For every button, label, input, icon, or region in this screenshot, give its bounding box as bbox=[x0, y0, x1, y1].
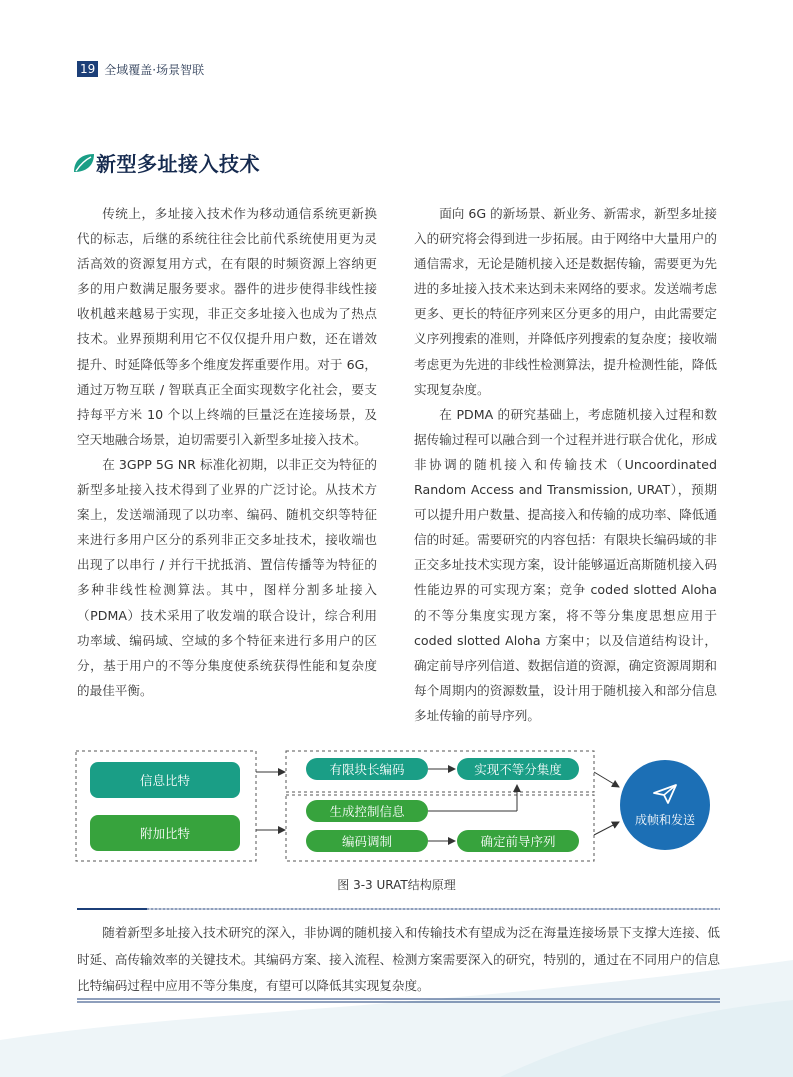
info-bits-box: 信息比特 bbox=[90, 762, 240, 798]
summary-paragraph bbox=[77, 920, 720, 1000]
summary-top-rule bbox=[77, 906, 720, 916]
control-info-box: 生成控制信息 bbox=[306, 800, 428, 822]
finite-block-coding-box: 有限块长编码 bbox=[306, 758, 428, 780]
unequal-diversity-box: 实现不等分集度 bbox=[457, 758, 579, 780]
right-column bbox=[414, 201, 717, 728]
paragraph: 在 3GPP 5G NR 标准化初期，以非正交为特征的新型多址接入技术得到了业界的广泛讨论。从技术方案上，发送端涌现了以功率、编码、随机交织等特征来进行多用户区分的系列非正交多址技术，接收端也出现了以串行 / 并行干扰抵消、置信传播等为特征的多种非线性检测算法。其中，图样分割多址接入（PDMA）技术采用了收发端的联合设计，综合利用功率域、编码域、空域的多个特征来进行多用户的区分，基于用户的不等分集度使系统获得性能和复杂度的最佳平衡。 bbox=[77, 456, 377, 698]
preamble-box: 确定前导序列 bbox=[457, 830, 579, 852]
extra-bits-box: 附加比特 bbox=[90, 815, 240, 851]
framing-send-circle bbox=[620, 760, 710, 850]
section-heading bbox=[72, 148, 260, 177]
send-icon bbox=[652, 783, 678, 805]
summary-bottom-rule bbox=[77, 998, 720, 1004]
page-number: 19 bbox=[77, 61, 98, 77]
leaf-icon bbox=[72, 152, 96, 174]
urat-diagram bbox=[75, 750, 725, 865]
header-title: 全域覆盖·场景智联 bbox=[104, 62, 205, 77]
paragraph: 在 PDMA 的研究基础上，考虑随机接入过程和数据传输过程可以融合到一个过程并进行联合优化，形成非协调的随机接入和传输技术（Uncoordinated Random Access and Transmission, URAT），预期可以提升用户数量、提高接入和传输的成功率、降低通信的时延。需要研究的内容包括：有限块长编码域的非正交多址技术实现方案，设计能够逼近高斯随机接入码性能边界的可实现方案；竞争 coded slotted Aloha 的不等分集度实现方案，将不等分集度思想应用于 coded slotted Aloha 方案中；以及信道结构设计，确定前导序列信道、数据信道的资源，确定资源周期和每个周期内的资源数量，设计用于随机接入和部分信息多址传输的前导序列。 bbox=[414, 406, 717, 723]
left-column bbox=[77, 201, 377, 703]
code-modulation-box: 编码调制 bbox=[306, 830, 428, 852]
paragraph: 传统上，多址接入技术作为移动通信系统更新换代的标志，后继的系统往往会比前代系统使用更为灵活高效的资源复用方式，在有限的时频资源上容纳更多的用户数满足服务要求。器件的进步使得非线性接收机越来越易于实现，非正交多址接入也成为了热点技术。业界预期利用它不仅仅提升用户数，还在谱效提升、时延降低等多个维度发挥重要作用。对于 6G，通过万物互联 / 智联真正全面实现数字化社会，要支持每平方米 10 个以上终端的巨量泛在连接场景，及空天地融合场景，迫切需要引入新型多址接入技术。 bbox=[77, 206, 377, 447]
paragraph: 面向 6G 的新场景、新业务、新需求，新型多址接入的研究将会得到进一步拓展。由于网络中大量用户的通信需求，无论是随机接入还是数据传输，需要更为先进的多址接入技术来达到未来网络的要求。发送端考虑更多、更长的特征序列来区分更多的用户，由此需要定义序列搜索的准则，并降低序列搜索的复杂度；接收端考虑更为先进的非线性检测算法，提升检测性能，降低实现复杂度。 bbox=[414, 206, 717, 397]
framing-send-label: 成帧和发送 bbox=[634, 812, 695, 827]
summary-text: 随着新型多址接入技术研究的深入，非协调的随机接入和传输技术有望成为泛在海量连接场景下支撑大连接、低时延、高传输效率的关键技术。其编码方案、接入流程、检测方案需要深入的研究，特别的，通过在不同用户的信息比特编码过程中应用不等分集度，有望可以降低其实现复杂度。 bbox=[77, 925, 720, 993]
page-header bbox=[77, 60, 204, 78]
figure-caption: 图 3-3 URAT结构原理 bbox=[337, 878, 456, 892]
section-title: 新型多址接入技术 bbox=[96, 152, 260, 176]
